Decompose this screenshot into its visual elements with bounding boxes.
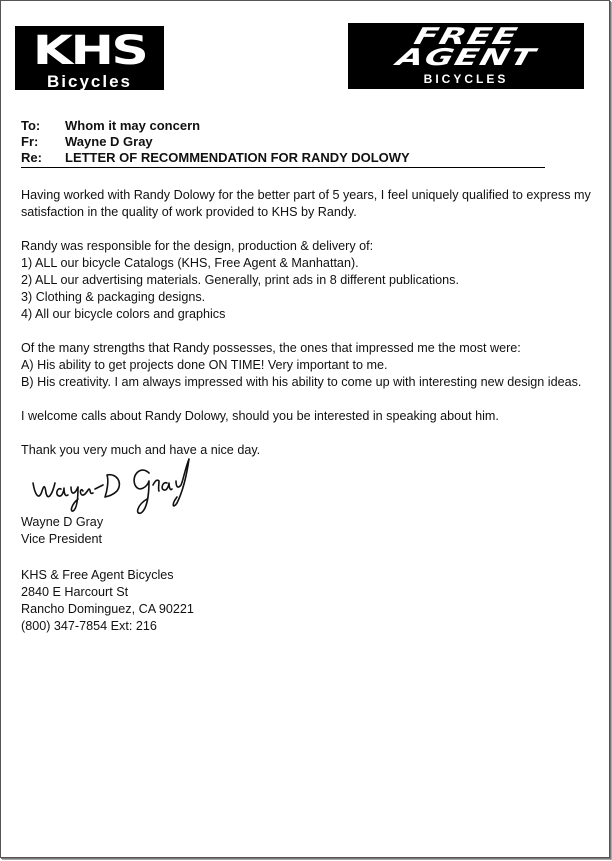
khs-logo: [15, 26, 164, 90]
signer-name: Wayne D Gray: [21, 515, 104, 529]
paragraph-strengths: [21, 340, 593, 391]
responsibilities-intro: Randy was responsible for the design, production & delivery of:: [21, 239, 374, 253]
to-label: To:: [21, 118, 41, 133]
free-agent-logo-line2: AGENT: [393, 45, 539, 71]
paragraph-line: Having worked with Randy Dolowy for the better part of 5 years, I feel uniquely qualified to express my: [21, 188, 591, 202]
strengths-intro: Of the many strengths that Randy possesses, the ones that impressed me the most were:: [21, 341, 521, 355]
city-state-zip: Rancho Dominguez, CA 90221: [21, 602, 194, 616]
paragraph-responsibilities: [21, 238, 593, 323]
company-name: KHS & Free Agent Bicycles: [21, 568, 174, 582]
list-item: A) His ability to get projects done ON TIME! Very important to me.: [21, 358, 388, 372]
list-item: B) His creativity. I am always impressed with his ability to come up with interesting new design ideas.: [21, 375, 582, 389]
signer-block: [21, 514, 103, 548]
street-address: 2840 E Harcourt St: [21, 585, 129, 599]
address-block: [21, 567, 194, 635]
list-item: 4) All our bicycle colors and graphics: [21, 307, 226, 321]
to-value: Whom it may concern: [65, 118, 201, 133]
letter-body: [21, 187, 593, 476]
free-agent-logo: [348, 23, 584, 89]
paragraph-calls: I welcome calls about Randy Dolowy, should you be interested in speaking about him.: [21, 409, 499, 423]
paragraph-line: satisfaction in the quality of work provided to KHS by Randy.: [21, 205, 357, 219]
list-item: 3) Clothing & packaging designs.: [21, 290, 206, 304]
re-value: LETTER OF RECOMMENDATION FOR RANDY DOLOWY: [65, 150, 410, 165]
free-agent-logo-sub: BICYCLES: [423, 72, 509, 86]
signer-title: Vice President: [21, 532, 102, 546]
khs-logo-sub: Bicycles: [47, 72, 132, 91]
handwritten-signature: [31, 451, 201, 515]
paragraph-intro: [21, 187, 593, 221]
khs-logo-main: KHS: [32, 28, 147, 74]
list-item: 1) ALL our bicycle Catalogs (KHS, Free Agent & Manhattan).: [21, 256, 359, 270]
free-agent-logo-line1: FREE: [411, 24, 521, 50]
from-label: Fr:: [21, 134, 39, 149]
paragraph-thanks: Thank you very much and have a nice day.: [21, 443, 261, 457]
from-value: Wayne D Gray: [65, 134, 153, 149]
from-line: [21, 134, 153, 150]
to-line: [21, 118, 200, 134]
re-label: Re:: [21, 150, 42, 165]
phone-number: (800) 347-7854 Ext: 216: [21, 619, 157, 633]
list-item: 2) ALL our advertising materials. Generally, print ads in 8 different publications.: [21, 273, 459, 287]
re-line: [21, 150, 545, 168]
